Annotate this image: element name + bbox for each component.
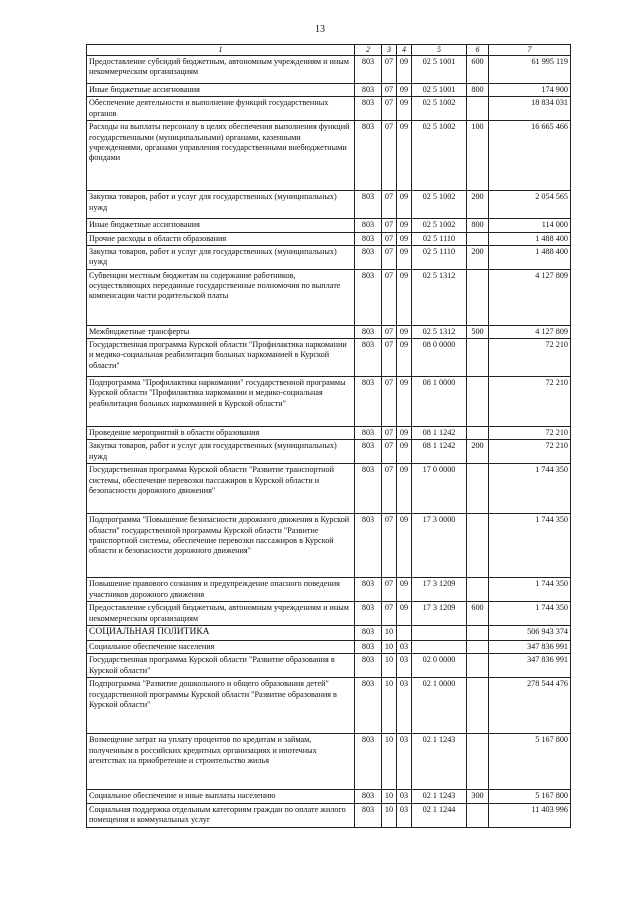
section-code-cell: 07 [382,219,397,232]
target-article-cell: 02 5 1312 [412,325,467,338]
ministry-code-cell: 803 [355,269,382,325]
expense-type-cell [467,734,489,790]
target-article-cell: 17 3 0000 [412,514,467,578]
section-code-cell: 07 [382,464,397,514]
ministry-code-cell: 803 [355,191,382,219]
page-number: 13 [315,24,325,35]
row-name-cell: Закупка товаров, работ и услуг для государственных (муниципальных) нужд [87,191,355,219]
row-name-cell: Расходы на выплаты персоналу в целях обеспечения выполнения функций государственными (муниципальными) органами, казенными учреждениями, органами управления государственными внебюджетными фондами [87,121,355,191]
table-row [87,626,571,641]
amount-cell: 114 000 [489,219,571,232]
target-article-cell: 02 5 1110 [412,245,467,269]
row-name-cell: Субвенции местным бюджетам на содержание работников, осуществляющих переданные государственные полномочия по выплате компенсации части родительской платы [87,269,355,325]
expense-type-cell: 300 [467,790,489,803]
section-code-cell: 10 [382,626,397,641]
subsection-code-cell: 09 [397,578,412,602]
amount-cell: 1 744 350 [489,602,571,626]
target-article-cell: 02 5 1001 [412,56,467,84]
section-code-cell: 10 [382,803,397,827]
row-name-cell: Обеспечение деятельности и выполнение функций государственных органов [87,97,355,121]
ministry-code-cell: 803 [355,219,382,232]
target-article-cell [412,641,467,654]
expense-type-cell: 600 [467,602,489,626]
target-article-cell: 02 5 1002 [412,121,467,191]
amount-cell: 72 210 [489,427,571,440]
amount-cell: 61 995 119 [489,56,571,84]
row-name-cell: Закупка товаров, работ и услуг для государственных (муниципальных) нужд [87,245,355,269]
amount-cell: 72 210 [489,440,571,464]
row-name-cell: Государственная программа Курской области "Профилактика наркомании и медико-социальная реабилитация больных наркоманией в Курской области" [87,339,355,377]
ministry-code-cell: 803 [355,325,382,338]
subsection-code-cell: 09 [397,232,412,245]
section-code-cell: 07 [382,602,397,626]
expense-type-cell [467,626,489,641]
ministry-code-cell: 803 [355,578,382,602]
row-name-cell: Прочие расходы в области образования [87,232,355,245]
section-code-cell: 10 [382,641,397,654]
table-row [87,245,571,269]
target-article-cell: 02 1 1243 [412,790,467,803]
row-name-cell: Иные бюджетные ассигнования [87,219,355,232]
table-row [87,578,571,602]
subsection-code-cell: 09 [397,269,412,325]
ministry-code-cell: 803 [355,56,382,84]
table-row [87,427,571,440]
expense-type-cell [467,654,489,678]
section-code-cell: 07 [382,578,397,602]
ministry-code-cell: 803 [355,514,382,578]
subsection-code-cell: 09 [397,514,412,578]
row-name-cell: Проведение мероприятий в области образования [87,427,355,440]
section-code-cell: 07 [382,377,397,427]
table-row [87,602,571,626]
column-header: 7 [489,45,571,56]
target-article-cell: 02 1 0000 [412,678,467,734]
row-name-cell: Государственная программа Курской области "Развитие образования в Курской области" [87,654,355,678]
target-article-cell: 08 1 0000 [412,377,467,427]
amount-cell: 174 900 [489,84,571,97]
amount-cell: 5 167 800 [489,734,571,790]
expense-type-cell [467,514,489,578]
table-row [87,191,571,219]
section-code-cell: 07 [382,97,397,121]
amount-cell: 72 210 [489,377,571,427]
target-article-cell: 17 3 1209 [412,602,467,626]
subsection-code-cell: 03 [397,734,412,790]
expense-type-cell [467,427,489,440]
amount-cell: 1 488 400 [489,245,571,269]
table-row [87,232,571,245]
ministry-code-cell: 803 [355,626,382,641]
amount-cell: 1 488 400 [489,232,571,245]
ministry-code-cell: 803 [355,84,382,97]
section-code-cell: 07 [382,269,397,325]
section-code-cell: 07 [382,232,397,245]
subsection-code-cell: 09 [397,325,412,338]
subsection-code-cell: 09 [397,464,412,514]
expense-type-cell [467,678,489,734]
subsection-code-cell: 09 [397,427,412,440]
expense-type-cell: 200 [467,191,489,219]
target-article-cell: 02 1 1243 [412,734,467,790]
ministry-code-cell: 803 [355,464,382,514]
amount-cell: 11 403 996 [489,803,571,827]
amount-cell: 347 836 991 [489,641,571,654]
column-header: 4 [397,45,412,56]
row-name-cell: Подпрограмма "Развитие дошкольного и общего образования детей" государственной программы Курской области "Развитие образования в Курской области" [87,678,355,734]
row-name-cell: Социальное обеспечение населения [87,641,355,654]
amount-cell: 278 544 476 [489,678,571,734]
table-row [87,654,571,678]
section-code-cell: 07 [382,84,397,97]
subsection-code-cell: 09 [397,245,412,269]
subsection-code-cell: 09 [397,97,412,121]
target-article-cell: 08 1 1242 [412,440,467,464]
column-header: 3 [382,45,397,56]
subsection-code-cell: 09 [397,377,412,427]
row-name-cell: СОЦИАЛЬНАЯ ПОЛИТИКА [87,626,355,641]
subsection-code-cell: 03 [397,678,412,734]
table-row [87,464,571,514]
ministry-code-cell: 803 [355,97,382,121]
table-row [87,790,571,803]
table-row [87,514,571,578]
amount-cell: 1 744 350 [489,464,571,514]
section-code-cell: 07 [382,339,397,377]
ministry-code-cell: 803 [355,790,382,803]
expense-type-cell [467,578,489,602]
expense-type-cell [467,269,489,325]
expense-type-cell [467,377,489,427]
section-code-cell: 07 [382,121,397,191]
row-name-cell: Иные бюджетные ассигнования [87,84,355,97]
row-name-cell: Социальная поддержка отдельным категориям граждан по оплате жилого помещения и коммунальных услуг [87,803,355,827]
subsection-code-cell [397,626,412,641]
expense-type-cell [467,339,489,377]
amount-cell: 18 834 031 [489,97,571,121]
section-code-cell: 07 [382,514,397,578]
expense-type-cell: 200 [467,245,489,269]
subsection-code-cell: 03 [397,790,412,803]
ministry-code-cell: 803 [355,232,382,245]
ministry-code-cell: 803 [355,440,382,464]
amount-cell: 506 943 374 [489,626,571,641]
ministry-code-cell: 803 [355,641,382,654]
target-article-cell: 02 5 1001 [412,84,467,97]
table-row [87,56,571,84]
row-name-cell: Подпрограмма "Профилактика наркомании" государственной программы Курской области "Профилактика наркомании и медико-социальная реабилитация больных наркоманией в Курской области" [87,377,355,427]
section-code-cell: 07 [382,191,397,219]
expense-type-cell: 100 [467,121,489,191]
amount-cell: 1 744 350 [489,514,571,578]
subsection-code-cell: 03 [397,654,412,678]
expense-type-cell [467,232,489,245]
table-row [87,325,571,338]
table-row [87,440,571,464]
target-article-cell: 02 5 1002 [412,191,467,219]
amount-cell: 5 167 800 [489,790,571,803]
ministry-code-cell: 803 [355,803,382,827]
table-row [87,84,571,97]
row-name-cell: Межбюджетные трансферты [87,325,355,338]
ministry-code-cell: 803 [355,678,382,734]
column-header: 6 [467,45,489,56]
expense-type-cell [467,641,489,654]
expense-type-cell: 600 [467,56,489,84]
target-article-cell: 02 5 1002 [412,97,467,121]
column-header: 2 [355,45,382,56]
ministry-code-cell: 803 [355,377,382,427]
target-article-cell: 02 5 1110 [412,232,467,245]
table-row [87,734,571,790]
section-code-cell: 10 [382,790,397,803]
budget-table [86,44,571,828]
expense-type-cell: 800 [467,219,489,232]
table-row [87,219,571,232]
ministry-code-cell: 803 [355,654,382,678]
row-name-cell: Подпрограмма "Повышение безопасности дорожного движения в Курской области" государственной программы Курской области "Развитие транспортной системы, обеспечение перевозки пассажиров в Курской области и безопасности дорожного движения" [87,514,355,578]
subsection-code-cell: 09 [397,84,412,97]
expense-type-cell: 800 [467,84,489,97]
target-article-cell: 02 0 0000 [412,654,467,678]
subsection-code-cell: 09 [397,602,412,626]
section-code-cell: 07 [382,325,397,338]
expense-type-cell: 200 [467,440,489,464]
column-header: 5 [412,45,467,56]
row-name-cell: Государственная программа Курской области "Развитие транспортной системы, обеспечение перевозки пассажиров в Курской области и безопасности дорожного движения" [87,464,355,514]
ministry-code-cell: 803 [355,602,382,626]
target-article-cell: 17 3 1209 [412,578,467,602]
table-body [87,56,571,828]
expense-type-cell: 500 [467,325,489,338]
table-row [87,377,571,427]
section-code-cell: 10 [382,734,397,790]
row-name-cell: Предоставление субсидий бюджетным, автономным учреждениям и иным некоммерческим организациям [87,56,355,84]
subsection-code-cell: 09 [397,191,412,219]
amount-cell: 72 210 [489,339,571,377]
table-row [87,339,571,377]
subsection-code-cell: 09 [397,56,412,84]
section-code-cell: 07 [382,56,397,84]
section-code-cell: 07 [382,427,397,440]
subsection-code-cell: 09 [397,339,412,377]
target-article-cell: 08 1 1242 [412,427,467,440]
column-header: 1 [87,45,355,56]
ministry-code-cell: 803 [355,427,382,440]
target-article-cell: 02 1 1244 [412,803,467,827]
column-number-header-row [87,45,571,56]
subsection-code-cell: 09 [397,121,412,191]
table-row [87,678,571,734]
amount-cell: 1 744 350 [489,578,571,602]
subsection-code-cell: 09 [397,219,412,232]
row-name-cell: Закупка товаров, работ и услуг для государственных (муниципальных) нужд [87,440,355,464]
amount-cell: 4 127 809 [489,269,571,325]
row-name-cell: Возмещение затрат на уплату процентов по кредитам и займам, полученным в российских кредитных организациях и ипотечных агентствах на приобретение и строительство жилья [87,734,355,790]
expense-type-cell [467,97,489,121]
target-article-cell: 02 5 1312 [412,269,467,325]
ministry-code-cell: 803 [355,121,382,191]
amount-cell: 4 127 809 [489,325,571,338]
section-code-cell: 07 [382,245,397,269]
row-name-cell: Предоставление субсидий бюджетным, автономным учреждениям и иным некоммерческим организациям [87,602,355,626]
amount-cell: 347 836 991 [489,654,571,678]
section-code-cell: 10 [382,654,397,678]
subsection-code-cell: 03 [397,803,412,827]
target-article-cell: 17 0 0000 [412,464,467,514]
ministry-code-cell: 803 [355,245,382,269]
section-code-cell: 07 [382,440,397,464]
row-name-cell: Повышение правового сознания и предупреждение опасного поведения участников дорожного движения [87,578,355,602]
table-row [87,121,571,191]
table-row [87,269,571,325]
target-article-cell: 08 0 0000 [412,339,467,377]
subsection-code-cell: 09 [397,440,412,464]
amount-cell: 16 665 466 [489,121,571,191]
ministry-code-cell: 803 [355,734,382,790]
row-name-cell: Социальное обеспечение и иные выплаты населению [87,790,355,803]
ministry-code-cell: 803 [355,339,382,377]
table-row [87,803,571,827]
table-row [87,97,571,121]
table-row [87,641,571,654]
subsection-code-cell: 03 [397,641,412,654]
amount-cell: 2 054 565 [489,191,571,219]
section-code-cell: 10 [382,678,397,734]
target-article-cell [412,626,467,641]
expense-type-cell [467,803,489,827]
expense-type-cell [467,464,489,514]
target-article-cell: 02 5 1002 [412,219,467,232]
